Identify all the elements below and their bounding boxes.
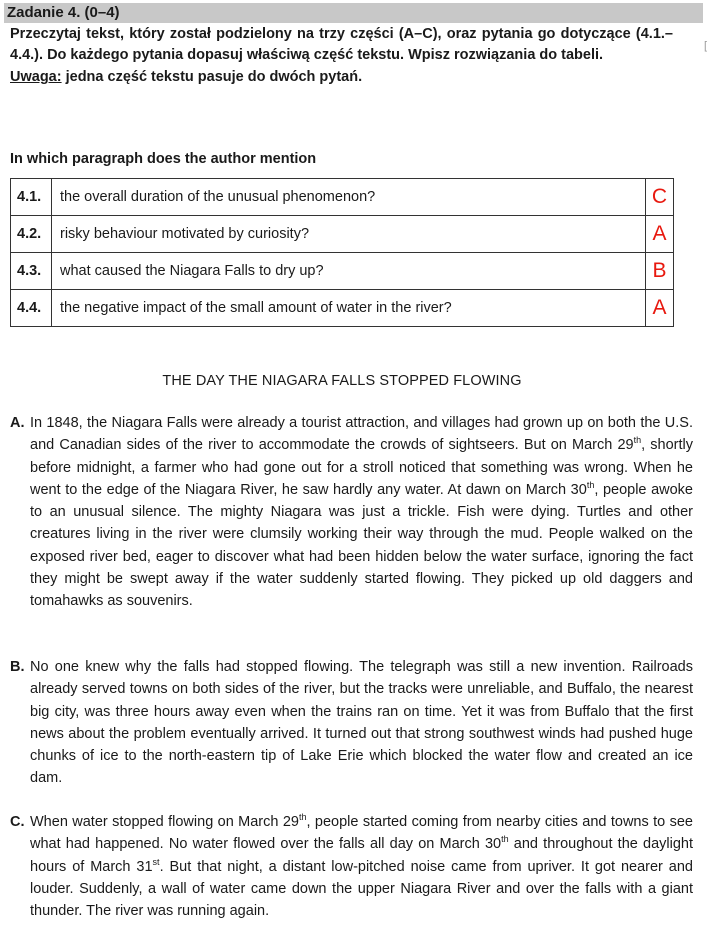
paragraph-label: C. (10, 814, 25, 830)
note-text: jedna część tekstu pasuje do dwóch pytań. (61, 69, 363, 85)
question-intro: In which paragraph does the author mention (10, 151, 317, 167)
paragraph-label: B. (10, 659, 25, 675)
paragraph-label: A. (10, 415, 25, 431)
ordinal-suffix: th (501, 834, 509, 845)
ordinal-suffix: th (298, 812, 307, 823)
question-number: 4.2. (11, 216, 52, 253)
paragraph-a (10, 412, 693, 613)
answer-cell[interactable]: A (646, 216, 674, 253)
question-text: what caused the Niagara Falls to dry up? (52, 253, 646, 290)
paragraph-text: and throughout the daylight hours of March 31 (30, 836, 693, 875)
article-title: THE DAY THE NIAGARA FALLS STOPPED FLOWING (162, 373, 522, 389)
table-row (11, 253, 674, 290)
table-row (11, 216, 674, 253)
task-title: Zadanie 4. (0–4) (7, 4, 120, 21)
instructions (10, 24, 673, 88)
ordinal-suffix: th (633, 435, 642, 446)
question-number: 4.3. (11, 253, 52, 290)
question-number: 4.4. (11, 290, 52, 327)
paragraph-text: , shortly before midnight, a farmer who had gone out for a stroll noticed that something was wrong. When he went to the edge of the Niagara River, he saw hardly any water. At dawn on March 30 (30, 437, 693, 498)
ordinal-suffix: st (152, 856, 160, 867)
instructions-text: Przeczytaj tekst, który został podzielony na trzy części (A–C), oraz pytania go dotyczące (4.1.–4.4.). Do każdego pytania dopasuj właściwą część tekstu. Wpisz rozwiązania do tabeli. (10, 26, 673, 63)
page-edge-mark: [ (704, 40, 708, 52)
answer-cell[interactable]: A (646, 290, 674, 327)
paragraph-text: . But that night, a distant low-pitched noise came from upriver. It got nearer and louder. Suddenly, a wall of water came down the upper Niagara River and over the falls with a giant thunder. The river was running again. (30, 858, 693, 920)
paragraph-text: When water stopped flowing on March 29 (30, 814, 299, 830)
instructions-note (10, 67, 673, 88)
paragraph-text: , people awoke to an unusual silence. The mighty Niagara was just a trickle. Fish were dying. Turtles and other creatures living in the river were clumsily working their way through the mud. People walked on the exposed river bed, eager to discover what had been hidden below the water surface, ignoring the fact they might be swept away if the water suddenly started flowing. They picked up old daggers and tomahawks as souvenirs. (30, 481, 693, 610)
paragraph-c (10, 811, 693, 922)
question-number: 4.1. (11, 179, 52, 216)
paragraph-b (10, 656, 693, 790)
paragraph-text: No one knew why the falls had stopped flowing. The telegraph was still a new invention. Railroads already served towns on both sides of the river, but the tracks were unreliable, and Buffalo, the nearest big city, was three hours away even when the trains ran on time. Yet it was from Buffalo that the first news about the problem eventually arrived. It turned out that strong southwest winds had pushed huge chunks of ice to the north-eastern tip of Lake Erie which blocked the water flow and created an ice dam. (30, 659, 693, 787)
table-row (11, 290, 674, 327)
task-header (4, 3, 703, 23)
answer-cell[interactable]: C (646, 179, 674, 216)
question-text: the overall duration of the unusual phenomenon? (52, 179, 646, 216)
note-label: Uwaga: (10, 69, 62, 85)
answer-cell[interactable]: B (646, 253, 674, 290)
paragraph-text: , people started coming from nearby cities and towns to see what had happened. No water flowed over the falls all day on March 30 (30, 814, 693, 853)
paragraph-text: In 1848, the Niagara Falls were already a tourist attraction, and villages had grown up on both the U.S. and Canadian sides of the river to accommodate the crowds of sightseers. But on March 29 (30, 415, 693, 454)
question-text: the negative impact of the small amount of water in the river? (52, 290, 646, 327)
question-text: risky behaviour motivated by curiosity? (52, 216, 646, 253)
ordinal-suffix: th (586, 480, 595, 491)
questions-table (10, 178, 674, 327)
table-row (11, 179, 674, 216)
